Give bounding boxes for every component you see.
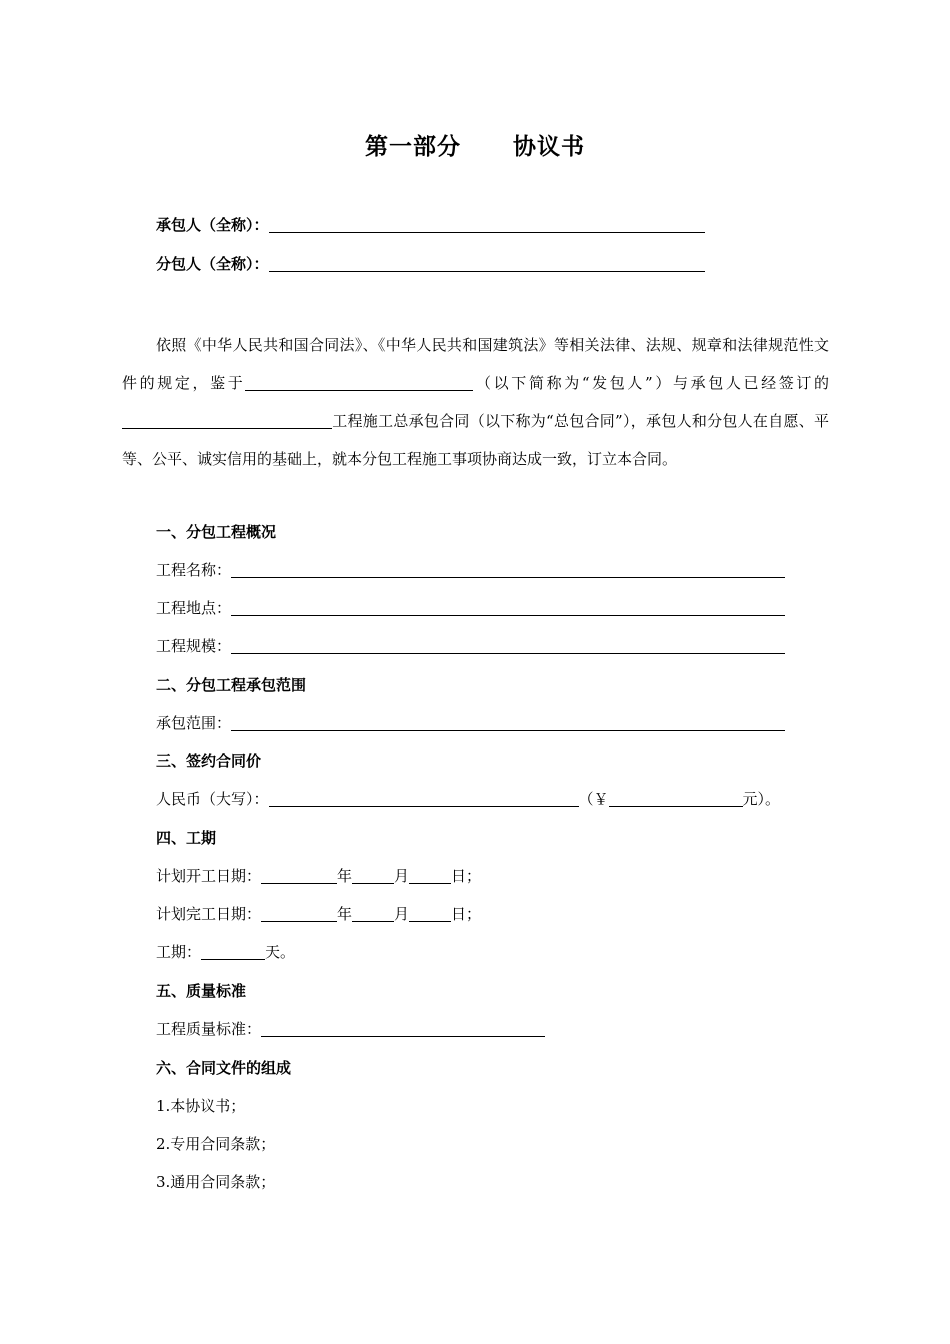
quality-row	[156, 1018, 545, 1040]
list-item: 3.通用合同条款；	[156, 1173, 276, 1191]
contractor-label: 承包人（全称）：	[156, 216, 269, 234]
project-location-label: 工程地点：	[156, 599, 232, 617]
start-year-blank[interactable]	[261, 866, 337, 884]
contractor-blank[interactable]	[269, 215, 705, 233]
quality-label: 工程质量标准：	[156, 1020, 262, 1038]
section-5-heading: 五、质量标准	[156, 982, 247, 1000]
project-location-blank[interactable]	[231, 598, 785, 616]
project-scale-label: 工程规模：	[156, 637, 232, 655]
title-part: 第一部分	[365, 134, 461, 160]
end-month-blank[interactable]	[352, 904, 394, 922]
end-month-text: 月	[394, 905, 410, 923]
end-year-blank[interactable]	[261, 904, 337, 922]
start-month-text: 月	[394, 867, 410, 885]
rmb-blank[interactable]	[269, 789, 579, 807]
project-name-label: 工程名称：	[156, 561, 232, 579]
end-day-blank[interactable]	[409, 904, 451, 922]
start-day-text: 日；	[451, 867, 482, 885]
intro-text-1: 依照《中华人民共和国合同法》、《中华人民共和国建筑法》等相关法律、法规、规章和法律规范性文件的规定，鉴于	[122, 336, 829, 392]
project-name-row	[156, 559, 785, 581]
start-date-row	[156, 865, 481, 887]
scope-blank[interactable]	[231, 713, 785, 731]
page-title	[0, 128, 950, 161]
start-date-label: 计划开工日期：	[156, 867, 262, 885]
end-year-text: 年	[337, 905, 353, 923]
quality-blank[interactable]	[261, 1019, 545, 1037]
project-scale-row	[156, 635, 785, 657]
period-blank[interactable]	[201, 942, 265, 960]
period-days-text: 天。	[265, 943, 296, 961]
section-1-heading: 一、分包工程概况	[156, 523, 277, 541]
project-location-row	[156, 597, 785, 619]
start-month-blank[interactable]	[352, 866, 394, 884]
intro-text-3: 工程施工总承包合同（以下称为“总包合同”），承包人和分包人在自愿、平等、公平、诚实信用的基础上，就本分包工程施工事项协商达成一致，订立本合同。	[122, 412, 829, 468]
start-day-blank[interactable]	[409, 866, 451, 884]
scope-label: 承包范围：	[156, 714, 232, 732]
subcontractor-label: 分包人（全称）：	[156, 255, 269, 273]
subcontractor-blank[interactable]	[269, 254, 705, 272]
end-day-text: 日；	[451, 905, 482, 923]
title-name: 协议书	[513, 134, 585, 160]
main-contract-blank[interactable]	[122, 411, 332, 429]
list-item: 2.专用合同条款；	[156, 1135, 276, 1153]
list-item: 1.本协议书；	[156, 1097, 246, 1115]
contractor-row	[156, 214, 705, 236]
section-2-heading: 二、分包工程承包范围	[156, 676, 307, 694]
yuan-close: 元）。	[742, 790, 781, 808]
employer-blank[interactable]	[245, 373, 473, 391]
period-label: 工期：	[156, 943, 202, 961]
project-scale-blank[interactable]	[231, 636, 785, 654]
section-3-heading: 三、签约合同价	[156, 752, 262, 770]
project-name-blank[interactable]	[231, 560, 785, 578]
period-row	[156, 941, 295, 963]
intro-text-2: （以下简称为“发包人”）与承包人已经签订的	[473, 374, 829, 392]
intro-paragraph	[122, 326, 829, 478]
scope-row	[156, 712, 785, 734]
subcontractor-row	[156, 253, 705, 275]
end-date-label: 计划完工日期：	[156, 905, 262, 923]
rmb-label: 人民币（大写）：	[156, 790, 269, 808]
yen-open: （￥	[578, 790, 609, 808]
end-date-row	[156, 903, 481, 925]
yen-blank[interactable]	[609, 789, 743, 807]
start-year-text: 年	[337, 867, 353, 885]
price-row	[156, 788, 780, 810]
section-4-heading: 四、工期	[156, 829, 217, 847]
section-6-heading: 六、合同文件的组成	[156, 1059, 292, 1077]
